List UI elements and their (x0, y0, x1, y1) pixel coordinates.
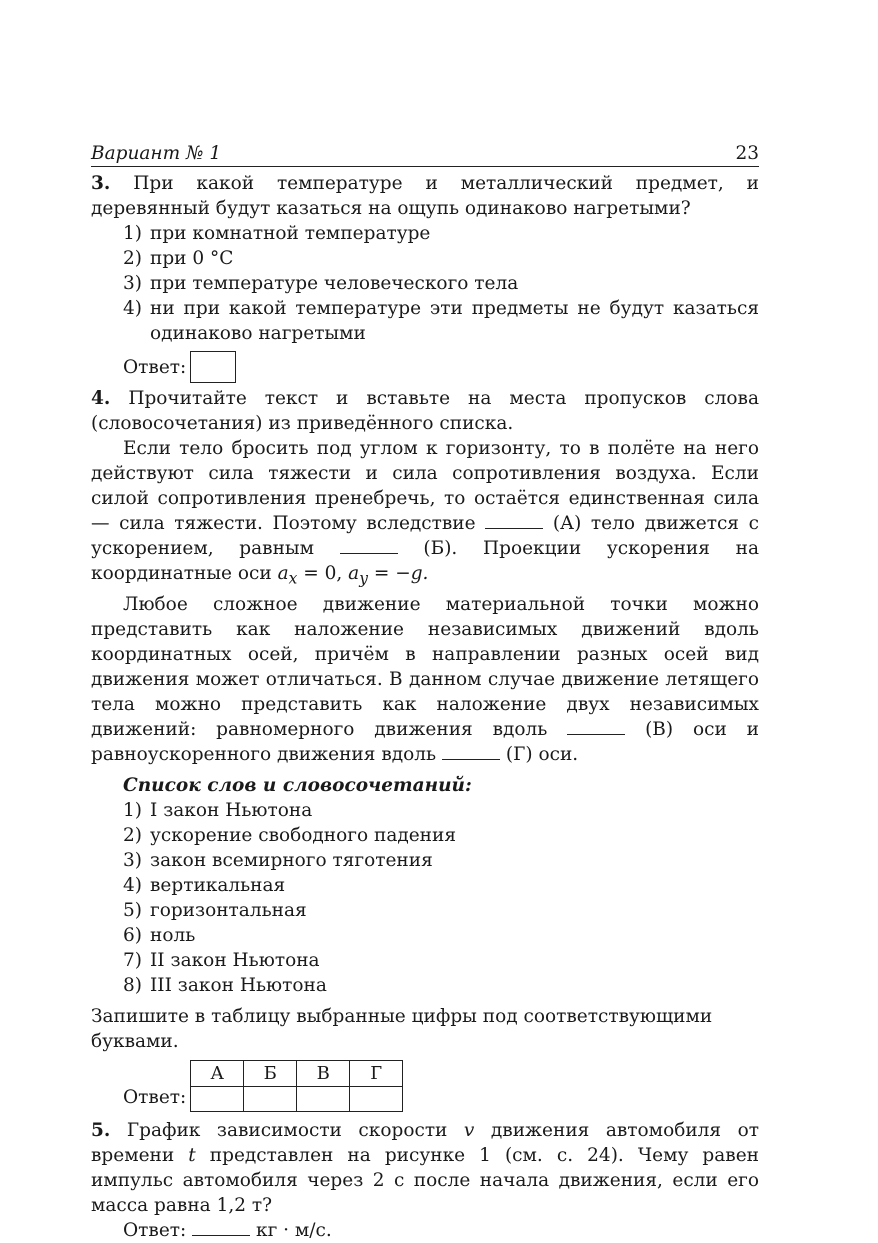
answer-label: Ответ: (123, 356, 187, 378)
math-subscript: x (288, 569, 298, 588)
word-text: ускорение свободного падения (150, 824, 457, 846)
table-header-cell: А (191, 1060, 244, 1086)
question-5 (91, 1118, 759, 1218)
answer-label: Ответ: (123, 1087, 187, 1109)
word-item (91, 898, 759, 923)
word-item (91, 873, 759, 898)
question-4-number: 4. (91, 388, 111, 409)
answer-blank[interactable] (192, 1219, 250, 1236)
word-item (91, 848, 759, 873)
word-text: закон всемирного тяготения (150, 849, 433, 871)
gap-g[interactable] (442, 743, 500, 760)
paragraph-text: Любое сложное движение материальной точки можно представить как наложение независимых движений вдоль координатных осей, причём в направлении разных осей вид движения может отличаться. В данном случае движение летящего тела можно представить как наложение двух независимых движений: равномерного движения вдоль (91, 593, 759, 740)
word-item (91, 948, 759, 973)
word-number: 6) (123, 924, 142, 946)
gap-v[interactable] (567, 718, 625, 735)
question-text: движения автомобиля от времени (91, 1119, 759, 1166)
option-number: 4) (123, 298, 142, 319)
question-3 (91, 171, 759, 221)
paragraph-text: (А) тело движется с ускорением, равным (91, 513, 759, 559)
word-number: 8) (123, 974, 142, 996)
question-3-text: При какой температуре и металлический предмет, и деревянный будут казаться на ощупь одинаково нагретыми? (91, 173, 759, 219)
word-number: 1) (123, 799, 142, 821)
answer-cell[interactable] (297, 1086, 350, 1111)
question-3-options (91, 221, 759, 346)
question-3-answer (123, 350, 759, 384)
option-number: 1) (123, 223, 142, 244)
question-4-paragraph-1 (91, 436, 759, 592)
question-4-intro: Прочитайте текст и вставьте на места пропусков слова (словосочетания) из приведённого списка. (91, 388, 759, 434)
paragraph-text: Если тело бросить под углом к горизонту, то в полёте на него действуют сила тяжести и сила сопротивления воздуха. Если силой сопротивления пренебречь, то остаётся единственная сила — сила тяжести. Поэтому вследствие (91, 438, 759, 534)
table-header-cell: Б (244, 1060, 297, 1086)
math-variable: v (463, 1119, 475, 1141)
question-4-paragraph-2 (91, 592, 759, 767)
answer-table-input-row (191, 1086, 403, 1111)
word-text: I закон Ньютона (150, 799, 313, 821)
option-text: при комнатной температуре (150, 223, 431, 244)
option-item (91, 271, 759, 296)
question-text: График зависимости скорости (126, 1119, 448, 1141)
option-item (91, 221, 759, 246)
question-4-answer (123, 1060, 759, 1112)
paragraph-text: (В) оси и равноускоренного движения вдоль (91, 718, 759, 765)
paragraph-text: (Б). Проекции ускорения на координатные оси (91, 538, 759, 584)
formula-ax (277, 563, 298, 588)
option-item (91, 246, 759, 271)
option-text: при температуре человеческого тела (150, 273, 519, 294)
question-5-answer (91, 1218, 759, 1243)
question-text: представлен на рисунке 1 (см. с. 24). Чему равен импульс автомобиля через 2 с после начала движения, если его масса равна 1,2 т? (91, 1144, 759, 1216)
word-text: горизонтальная (150, 899, 307, 921)
variant-title: Вариант № 1 (91, 143, 222, 164)
word-text: вертикальная (150, 874, 286, 896)
word-text: II закон Ньютона (150, 949, 320, 971)
option-number: 3) (123, 273, 142, 294)
word-item (91, 823, 759, 848)
math-symbol: a (277, 563, 289, 584)
formula-ay (348, 563, 368, 588)
answer-label: Ответ: (123, 1219, 187, 1241)
answer-table (190, 1060, 403, 1112)
answer-box[interactable] (190, 351, 236, 383)
math-symbol: a (348, 563, 360, 584)
word-number: 7) (123, 949, 142, 971)
answer-table-header (191, 1060, 403, 1086)
option-item (91, 296, 759, 346)
question-4 (91, 386, 759, 436)
option-number: 2) (123, 248, 142, 269)
question-3-number: 3. (91, 173, 111, 194)
answer-cell[interactable] (350, 1086, 403, 1111)
word-item (91, 798, 759, 823)
gap-b[interactable] (340, 537, 398, 554)
word-item (91, 973, 759, 998)
page-number: 23 (735, 143, 759, 164)
answer-cell[interactable] (244, 1086, 297, 1111)
word-text: III закон Ньютона (150, 974, 327, 996)
answer-unit: кг · м/с. (256, 1219, 332, 1241)
math-text: = −g. (373, 563, 429, 584)
page (91, 140, 759, 1243)
option-text: ни при какой температуре эти предметы не будут казаться одинаково нагретыми (150, 298, 759, 344)
answer-cell[interactable] (191, 1086, 244, 1111)
word-list-title: Список слов и словосочетаний: (123, 774, 472, 796)
table-header-cell: Г (350, 1060, 403, 1086)
word-number: 5) (123, 899, 142, 921)
word-number: 4) (123, 874, 142, 896)
option-text: при 0 °С (150, 248, 234, 269)
gap-a[interactable] (485, 512, 543, 529)
word-number: 2) (123, 824, 142, 846)
running-header (91, 140, 759, 167)
word-text: ноль (150, 924, 196, 946)
word-list (91, 798, 759, 998)
math-variable: t (188, 1144, 196, 1166)
table-header-cell: В (297, 1060, 350, 1086)
word-item (91, 923, 759, 948)
table-instruction: Запишите в таблицу выбранные цифры под соответствующими буквами. (91, 1005, 713, 1052)
math-text: = 0, (303, 563, 343, 584)
word-number: 3) (123, 849, 142, 871)
paragraph-text: (Г) оси. (505, 743, 579, 765)
math-subscript: y (359, 569, 368, 588)
question-5-number: 5. (91, 1119, 111, 1141)
